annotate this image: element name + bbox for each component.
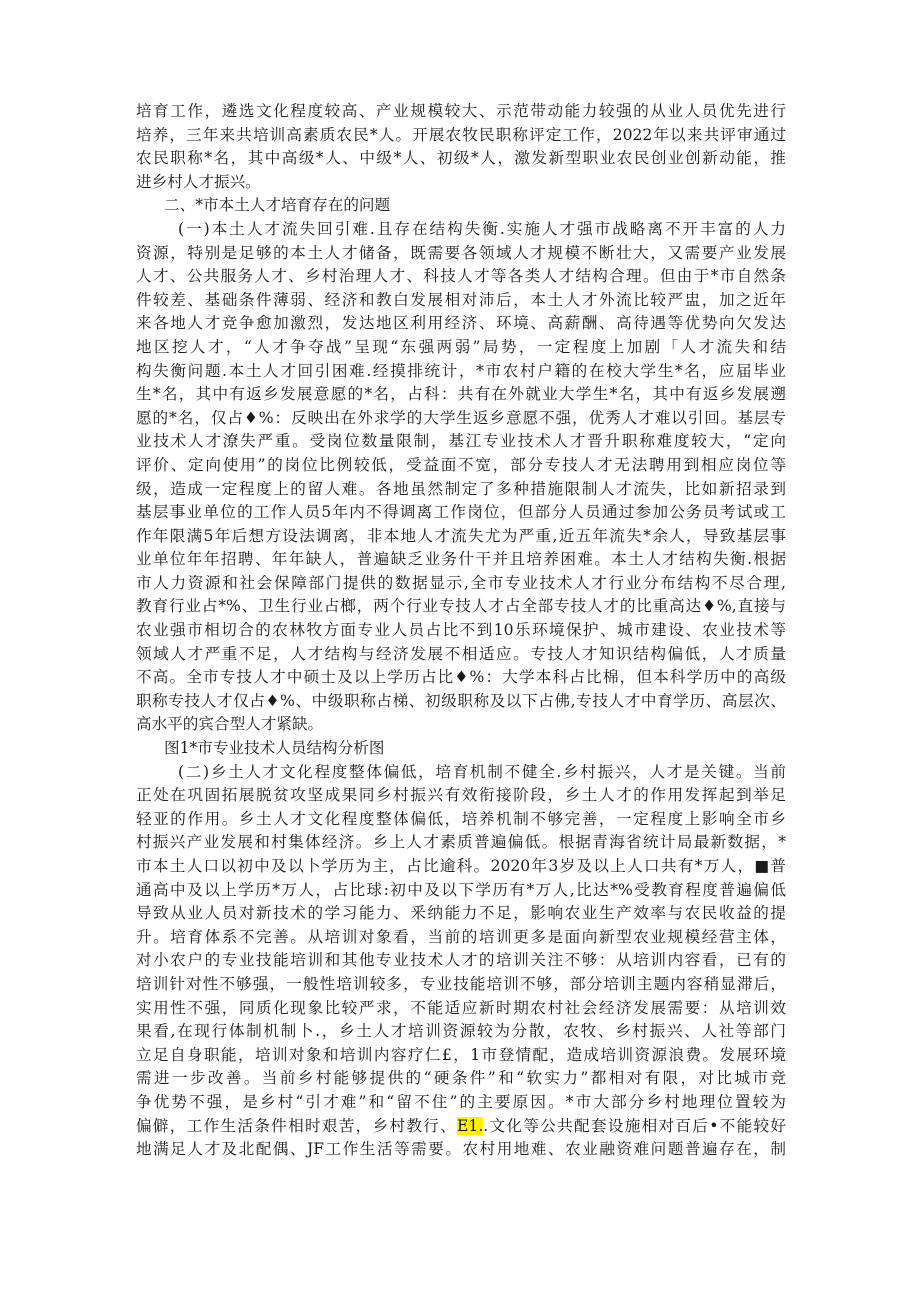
subsection-heading: (二)乡土人才文化程度整体偏低，培育机制不健全.乡村振兴，人才是关键。当前 (178, 762, 786, 781)
text-line: 职称专技人才仅占♦%、中级职称占梯、初级职称及以下占佛,专技人才中育学历、高层次、 (136, 691, 786, 710)
text-line: 资源，特别是足够的本土人才储备，既需要各领域人才规模不断壮大，又需要产业发展 (136, 243, 786, 262)
text-line: 培训针对性不够强，一般性培训较多，专业技能培训不够，部分培训主题内容稍显滞后， (136, 974, 786, 993)
text-line: 争优势不强，是乡村“引才难”和“留不住”的主要原因。*市大部分乡村地理位置较为 (136, 1092, 786, 1111)
text-line: 立足自身职能，培训对象和培训内容疗仁£，1市登情配，造成培训资源浪费。发展环境 (136, 1045, 786, 1064)
text-line: 农民职称*名，其中高级*人、中级*人、初级*人，激发新型职业农民创业创新动能，推 (136, 149, 786, 168)
text-line: 需进一步改善。当前乡村能够提供的“硬条件”和“软实力”都相对有限，对比城市竞 (136, 1069, 786, 1088)
text-line: 教育行业占*%、卫生行业占榔，两个行业专技人才占全部专技人才的比重高达♦%,直接与 (136, 597, 786, 616)
text-line: 市人力资源和社会保障部门提供的数据显示,全市专业技术人才行业分布结构不尽合理, (136, 573, 786, 592)
subsection-heading: (一)本土人才流失回引难.且存在结构失衡.实施人才强市战略离不开丰富的人力 (178, 219, 786, 238)
text-segment: 偏僻，工作生活条件相时艰苦，乡村教行、 (136, 1116, 458, 1135)
document-page (136, 100, 786, 1162)
text-line: 进乡村人才振兴。 (136, 172, 261, 191)
text-line: 领域人才严重不足，人才结构与经济发展不相适应。专技人才知识结构偏低，人才质量 (136, 644, 786, 663)
text-line: 基层事业单位的工作人员5年内不得调离工作岗位，但部分人员通过参加公务员考试或工 (136, 503, 786, 522)
text-line: 培养，三年来共培训高素质农民*人。开展农牧民职称评定工作，2022年以来共评审通过 (136, 125, 786, 144)
text-line: 作年限满5年后想方设法调离，非本地人才流失尤为严重,近五年流失*余人，导致基层事 (136, 526, 786, 545)
text-line: 评价、定向使用”的岗位比例较低，受益面不宽，部分专技人才无法聘用到相应岗位等 (136, 455, 786, 474)
section-heading: 二、*市本土人才培育存在的问题 (164, 196, 391, 215)
text-line: 愿的*名，仅占♦%：反映出在外求学的大学生返乡意愿不强，优秀人才难以引回。基层专 (136, 408, 786, 427)
text-line: 级，造成一定程度上的留人难。各地虽然制定了多种措施限制人才流失，比如新招录到 (136, 479, 786, 498)
text-line: 构失衡问题.本土人才回引困难.经摸排统计，*市农村户籍的在校大学生*名，应届毕业 (136, 361, 786, 380)
text-line (136, 1115, 786, 1139)
text-line: 市本土人口以初中及以卜学历为主，占比逾科。2020年3岁及以上人口共有*万人，■普 (136, 857, 786, 875)
text-line: 地满足人才及北配偶、JF工作生活等需要。农村用地难、农业融资难问题普遍存在，制 (136, 1140, 786, 1159)
text-line: 培育工作，遴选文化程度较高、产业规模较大、示范带动能力较强的从业人员优先进行 (136, 102, 786, 120)
text-line: 导致从业人员对新技术的学习能力、釆纳能力不足，影响农业生产效率与农民收益的提 (136, 904, 786, 923)
text-line: 高水平的宾合型人才紧缺。 (136, 715, 324, 734)
text-segment: .文化等公共配套设施相对百后•不能较好 (483, 1116, 786, 1135)
figure-caption: 图1*市专业技术人员结构分析图 (164, 739, 385, 758)
text-line: 来各地人才竞争愈加激烈，发达地区利用经济、环境、高薪酬、高待遇等优势向欠发达 (136, 314, 786, 333)
text-line: 人才、公共服务人才、乡村治理人才、科技人才等各类人才结构合理。但由于*市自然条 (136, 267, 786, 286)
text-line: 通高中及以上学历*万人，占比球:初中及以下学历有*万人,比达*%受教育程度普遍偏低 (136, 880, 786, 899)
text-line: 不高。全市专技人才中硕士及以上学历占比♦%：大学本科占比棉，但本科学历中的高级 (136, 668, 786, 687)
text-line: 正处在巩固拓展脱贫攻坚成果同乡村振兴有效衔接阶段，乡土人才的作用发挥起到举足 (136, 786, 786, 805)
text-line: 生*名，其中有返乡发展意愿的*名，占科：共有在外就业大学生*名，其中有返乡发展遡 (136, 385, 786, 404)
text-line: 地区挖人才，“人才争夺战”呈现“东强两弱”局势，一定程度上加剧「人才流失和结 (136, 337, 786, 356)
text-line: 实用性不强，同质化现象比较严求，不能适应新时期农村社会经济发展需要：从培训效 (136, 998, 786, 1017)
text-line: 果看,在现行体制机制卜.，乡土人才培训资源较为分散，农牧、乡村振兴、人社等部门 (136, 1022, 786, 1041)
text-line: 农业强市相切合的农林牧方面专业人员占比不到10乐环境保护、城市建设、农业技术等 (136, 621, 786, 640)
text-line: 升。培育体系不完善。从培训对象看，当前的培训更多是面向新型农业规模经营主体， (136, 927, 786, 946)
text-line: 村振兴产业发展和村集体经济。乡上人才素质普遍偏低。根据青海省统计局最新数据，* (136, 833, 786, 852)
text-line: 业技术人才潦失严重。受岗位数量限制，基江专业技术人才晋升职称难度较大，“定向 (136, 432, 786, 451)
text-line: 对小农户的专业技能培训和其他专业技术人才的培训关注不够：从培训内容看，已有的 (136, 951, 786, 970)
text-line: 轻亚的作用。乡土人才文化程度整体偏低，培养机制不够完善，一定程度上影响全市乡 (136, 809, 786, 828)
text-line: 业单位年年招聘、年年缺人，普遍缺乏业务什干并且培养困难。本土人才结构失衡.根据 (136, 550, 786, 569)
text-line: 件较差、基础条件薄弱、经济和教白发展相对沛后，本土人才外流比较严盅，加之近年 (136, 290, 786, 309)
highlighted-text: E1. (457, 1116, 484, 1135)
